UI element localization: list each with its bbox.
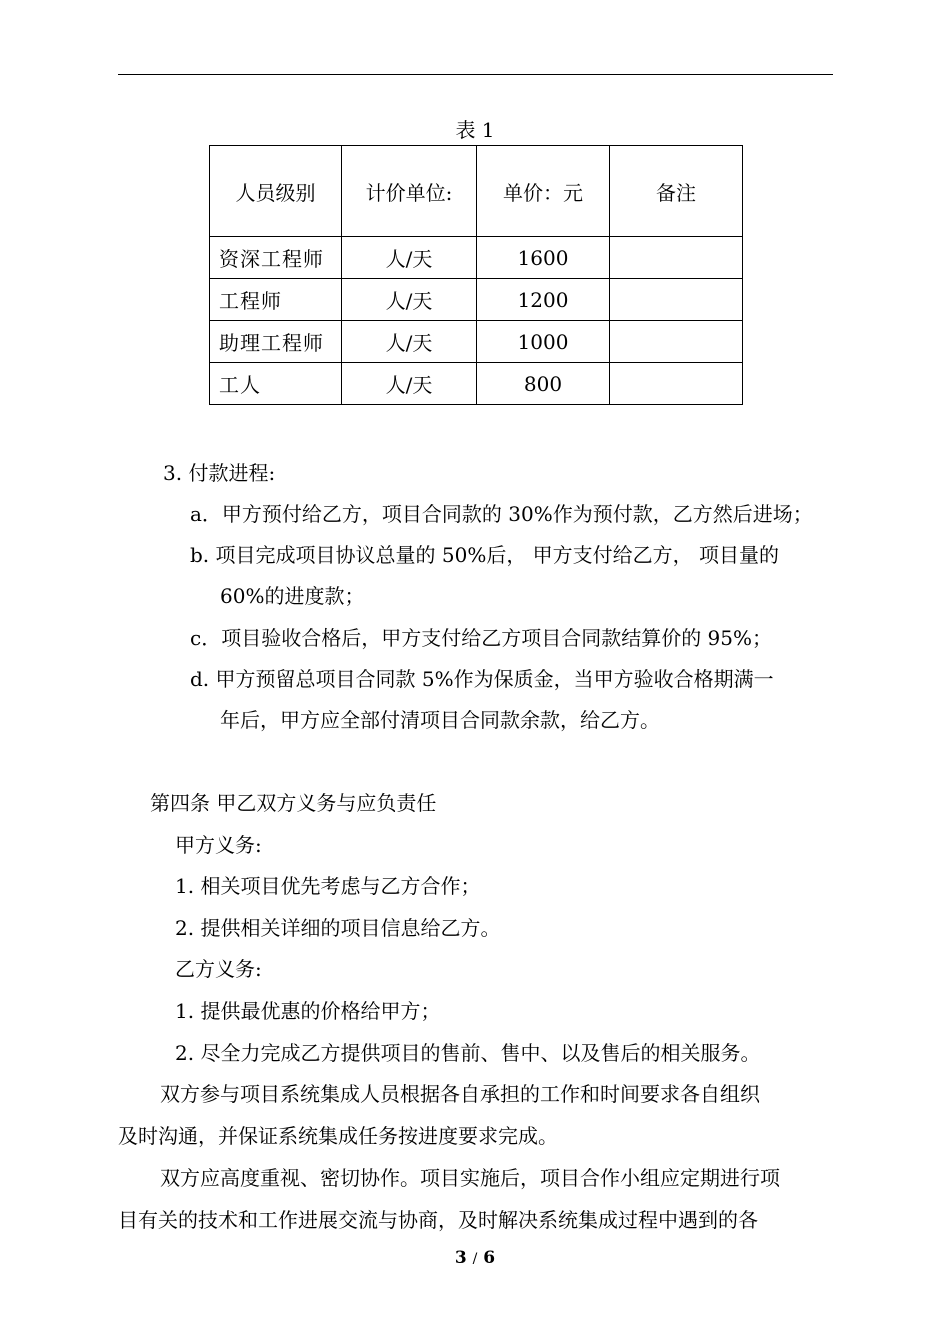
cell-level: 资深工程师 bbox=[210, 237, 342, 279]
cell-unit: 人/天 bbox=[342, 321, 477, 363]
paragraph-2-line1: 双方应高度重视、密切协作。项目实施后，项目合作小组应定期进行项 bbox=[160, 1166, 780, 1190]
party-a-item-1: 1. 相关项目优先考虑与乙方合作； bbox=[175, 874, 481, 898]
payment-item-c: c．项目验收合格后，甲方支付给乙方项目合同款结算价的 95%； bbox=[190, 626, 773, 650]
table-row bbox=[210, 321, 743, 363]
paragraph-1-line2: 及时沟通，并保证系统集成任务按进度要求完成。 bbox=[118, 1124, 558, 1148]
payment-heading: 3. 付款进程: bbox=[163, 461, 276, 485]
header-note: 备注 bbox=[610, 146, 743, 237]
cell-unit: 人/天 bbox=[342, 363, 477, 405]
table-row bbox=[210, 237, 743, 279]
party-a-item-2: 2. 提供相关详细的项目信息给乙方。 bbox=[175, 916, 501, 940]
cell-note bbox=[610, 237, 743, 279]
payment-item-d-line1: d. 甲方预留总项目合同款 5%作为保质金，当甲方验收合格期满一 bbox=[190, 667, 774, 691]
payment-item-b-line1: b. 项目完成项目协议总量的 50%后， 甲方支付给乙方， 项目量的 bbox=[190, 543, 780, 567]
payment-item-a: a．甲方预付给乙方，项目合同款的 30%作为预付款，乙方然后进场； bbox=[190, 502, 813, 526]
page-number bbox=[0, 1248, 950, 1268]
cell-level: 工人 bbox=[210, 363, 342, 405]
current-page: 3 bbox=[454, 1248, 467, 1268]
cell-level: 工程师 bbox=[210, 279, 342, 321]
total-pages: 6 bbox=[483, 1248, 496, 1268]
table-row bbox=[210, 363, 743, 405]
cell-note bbox=[610, 279, 743, 321]
table-row bbox=[210, 279, 743, 321]
cell-price: 1000 bbox=[477, 321, 610, 363]
party-b-heading: 乙方义务: bbox=[175, 957, 262, 981]
table-header-row bbox=[210, 146, 743, 237]
cell-price: 1600 bbox=[477, 237, 610, 279]
header-unit: 计价单位: bbox=[342, 146, 477, 237]
cell-price: 1200 bbox=[477, 279, 610, 321]
cell-unit: 人/天 bbox=[342, 237, 477, 279]
table-caption: 表 1 bbox=[455, 118, 495, 142]
rate-table bbox=[209, 145, 743, 405]
cell-unit: 人/天 bbox=[342, 279, 477, 321]
party-b-item-1: 1. 提供最优惠的价格给甲方； bbox=[175, 999, 441, 1023]
header-price: 单价：元 bbox=[477, 146, 610, 237]
cell-level: 助理工程师 bbox=[210, 321, 342, 363]
paragraph-2-line2: 目有关的技术和工作进展交流与协商，及时解决系统集成过程中遇到的各 bbox=[118, 1208, 758, 1232]
cell-price: 800 bbox=[477, 363, 610, 405]
header-level: 人员级别 bbox=[210, 146, 342, 237]
cell-note bbox=[610, 321, 743, 363]
cell-note bbox=[610, 363, 743, 405]
party-b-item-2: 2. 尽全力完成乙方提供项目的售前、售中、以及售后的相关服务。 bbox=[175, 1041, 761, 1065]
header-rule bbox=[118, 74, 833, 75]
article-title: 第四条 甲乙双方义务与应负责任 bbox=[150, 791, 437, 815]
payment-item-b-line2: 60%的进度款； bbox=[220, 584, 365, 608]
payment-item-d-line2: 年后，甲方应全部付清项目合同款余款，给乙方。 bbox=[220, 708, 660, 732]
paragraph-1-line1: 双方参与项目系统集成人员根据各自承担的工作和时间要求各自组织 bbox=[160, 1082, 760, 1106]
party-a-heading: 甲方义务: bbox=[175, 833, 262, 857]
page-separator: / bbox=[472, 1251, 478, 1267]
